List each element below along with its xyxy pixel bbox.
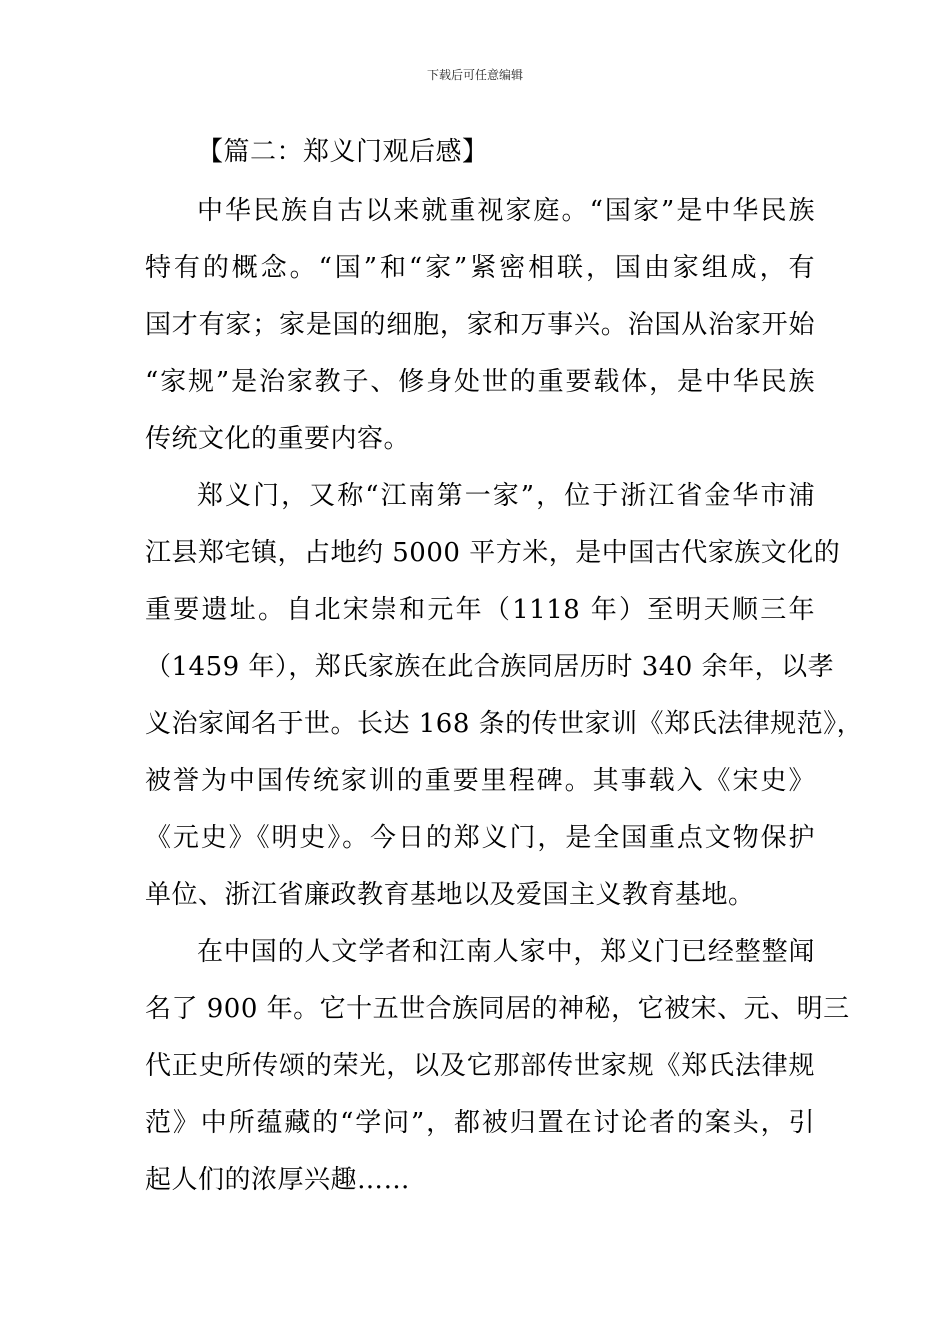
paragraph-1-line-5: 传统文化的重要内容。	[145, 424, 411, 454]
paragraph-3-line-5: 起人们的浓厚兴趣……	[145, 1165, 411, 1195]
paragraph-2-line-3: 重要遗址。自北宋崇和元年（1118 年）至明天顺三年	[145, 595, 815, 625]
document-title: 【篇二：郑义门观后感】	[197, 137, 489, 167]
page-header: 下载后可任意编辑	[426, 68, 523, 82]
paragraph-3-line-2: 名了 900 年。它十五世合族同居的神秘，它被宋、元、明三	[145, 994, 850, 1024]
paragraph-1-line-1: 中华民族自古以来就重视家庭。“国家”是中华民族	[197, 196, 815, 226]
paragraph-1-line-3: 国才有家；家是国的细胞，家和万事兴。治国从治家开始	[145, 310, 815, 340]
paragraph-2-line-5: 义治家闻名于世。长达 168 条的传世家训《郑氏法律规范》，	[145, 709, 864, 739]
paragraph-2-line-2: 江县郑宅镇，占地约 5000 平方米，是中国古代家族文化的	[145, 538, 841, 568]
paragraph-3-line-3: 代正史所传颂的荣光，以及它那部传世家规《郑氏法律规	[145, 1051, 815, 1081]
paragraph-3-line-4: 范》中所蕴藏的“学问”，都被归置在讨论者的案头，引	[145, 1108, 815, 1138]
paragraph-1-line-4: “家规”是治家教子、修身处世的重要载体，是中华民族	[145, 367, 815, 397]
paragraph-2-line-4: （1459 年），郑氏家族在此合族同居历时 340 余年，以孝	[145, 652, 835, 682]
paragraph-2-line-7: 《元史》《明史》。今日的郑义门，是全国重点文物保护	[145, 823, 815, 853]
paragraph-3-line-1: 在中国的人文学者和江南人家中，郑义门已经整整闻	[197, 937, 815, 967]
paragraph-2-line-6: 被誉为中国传统家训的重要里程碑。其事载入《宋史》	[145, 766, 815, 796]
paragraph-2-line-8: 单位、浙江省廉政教育基地以及爱国主义教育基地。	[145, 880, 755, 910]
paragraph-1-line-2: 特有的概念。“国”和“家”紧密相联，国由家组成，有	[145, 253, 815, 283]
paragraph-2-line-1: 郑义门，又称“江南第一家”，位于浙江省金华市浦	[197, 481, 815, 511]
